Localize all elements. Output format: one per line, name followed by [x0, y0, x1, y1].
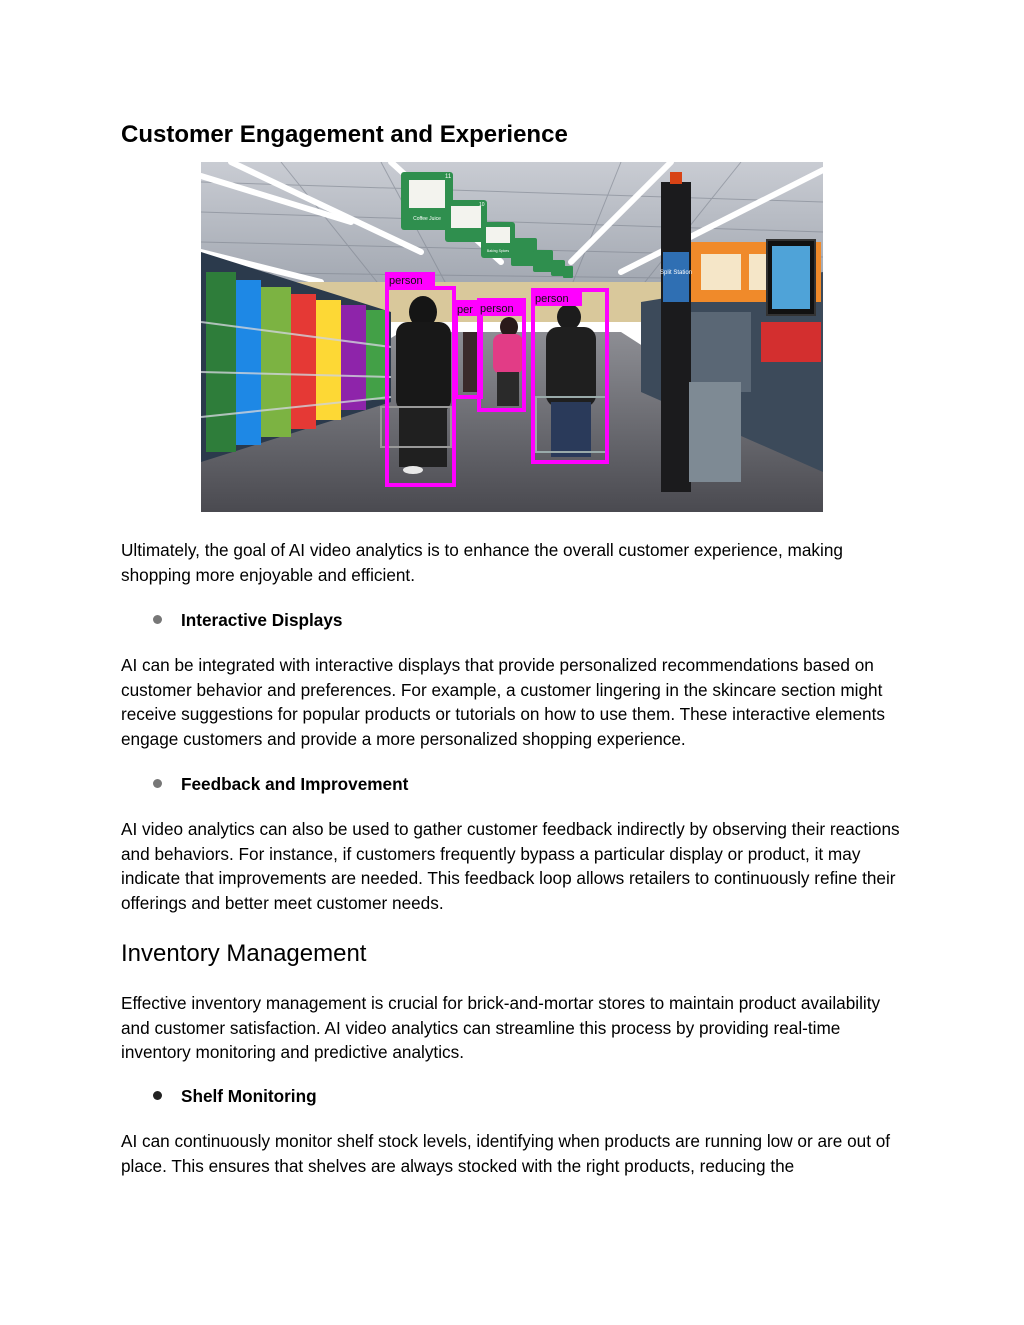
sign-aisle-11: 11 [445, 174, 452, 180]
feedback-improvement-body: AI video analytics can also be used to gather customer feedback indirectly by observing their reactions and behaviors. For instance, if customers frequently bypass a particular display or product, it may indicate that improvements are needed. This feedback loop allows retailers to continuously refine their offerings and better meet customer needs. [121, 819, 900, 913]
bullet-dot-icon [153, 1091, 162, 1100]
sign-baking-spices: Baking Spices [486, 249, 510, 253]
detection-label: person [535, 293, 569, 305]
bullet-interactive-displays [153, 608, 342, 632]
store-detection-photo [201, 162, 823, 512]
sign-split-station: Split Station [659, 270, 693, 276]
detection-label: person [480, 303, 514, 315]
bullet-dot-icon [153, 615, 162, 624]
bullet-feedback-improvement [153, 772, 408, 796]
detection-label: person [389, 275, 423, 287]
bullet-label: Shelf Monitoring [181, 1086, 317, 1106]
sign-aisle-10: 10 [479, 202, 485, 208]
section-title-inventory-management: Inventory Management [121, 940, 367, 967]
sign-coffee-juice: Coffee Juice [413, 216, 441, 222]
customer-engagement-intro: Ultimately, the goal of AI video analytics is to enhance the overall customer experience, making shopping more enjoyable and efficient. [121, 540, 843, 585]
bullet-label: Interactive Displays [181, 610, 343, 630]
interactive-displays-body: AI can be integrated with interactive displays that provide personalized recommendations based on customer behavior and preferences. For example, a customer lingering in the skincare section might receive suggestions for popular products or tutorials on how to use them. These interactive elements engage customers and provide a more personalized shopping experience. [121, 655, 885, 749]
bullet-shelf-monitoring [153, 1084, 317, 1108]
bullet-label: Feedback and Improvement [181, 774, 409, 794]
shelf-monitoring-body: AI can continuously monitor shelf stock levels, identifying when products are running low or are out of place. This ensures that shelves are always stocked with the right products, reducing the [121, 1131, 891, 1176]
detection-label: per [457, 304, 473, 316]
section-title-customer-engagement: Customer Engagement and Experience [121, 121, 568, 148]
inventory-management-intro: Effective inventory management is crucial for brick-and-mortar stores to maintain product availability and customer satisfaction. AI video analytics can streamline this process by providing real-time inventory monitoring and predictive analytics. [121, 993, 881, 1062]
bullet-dot-icon [153, 779, 162, 788]
